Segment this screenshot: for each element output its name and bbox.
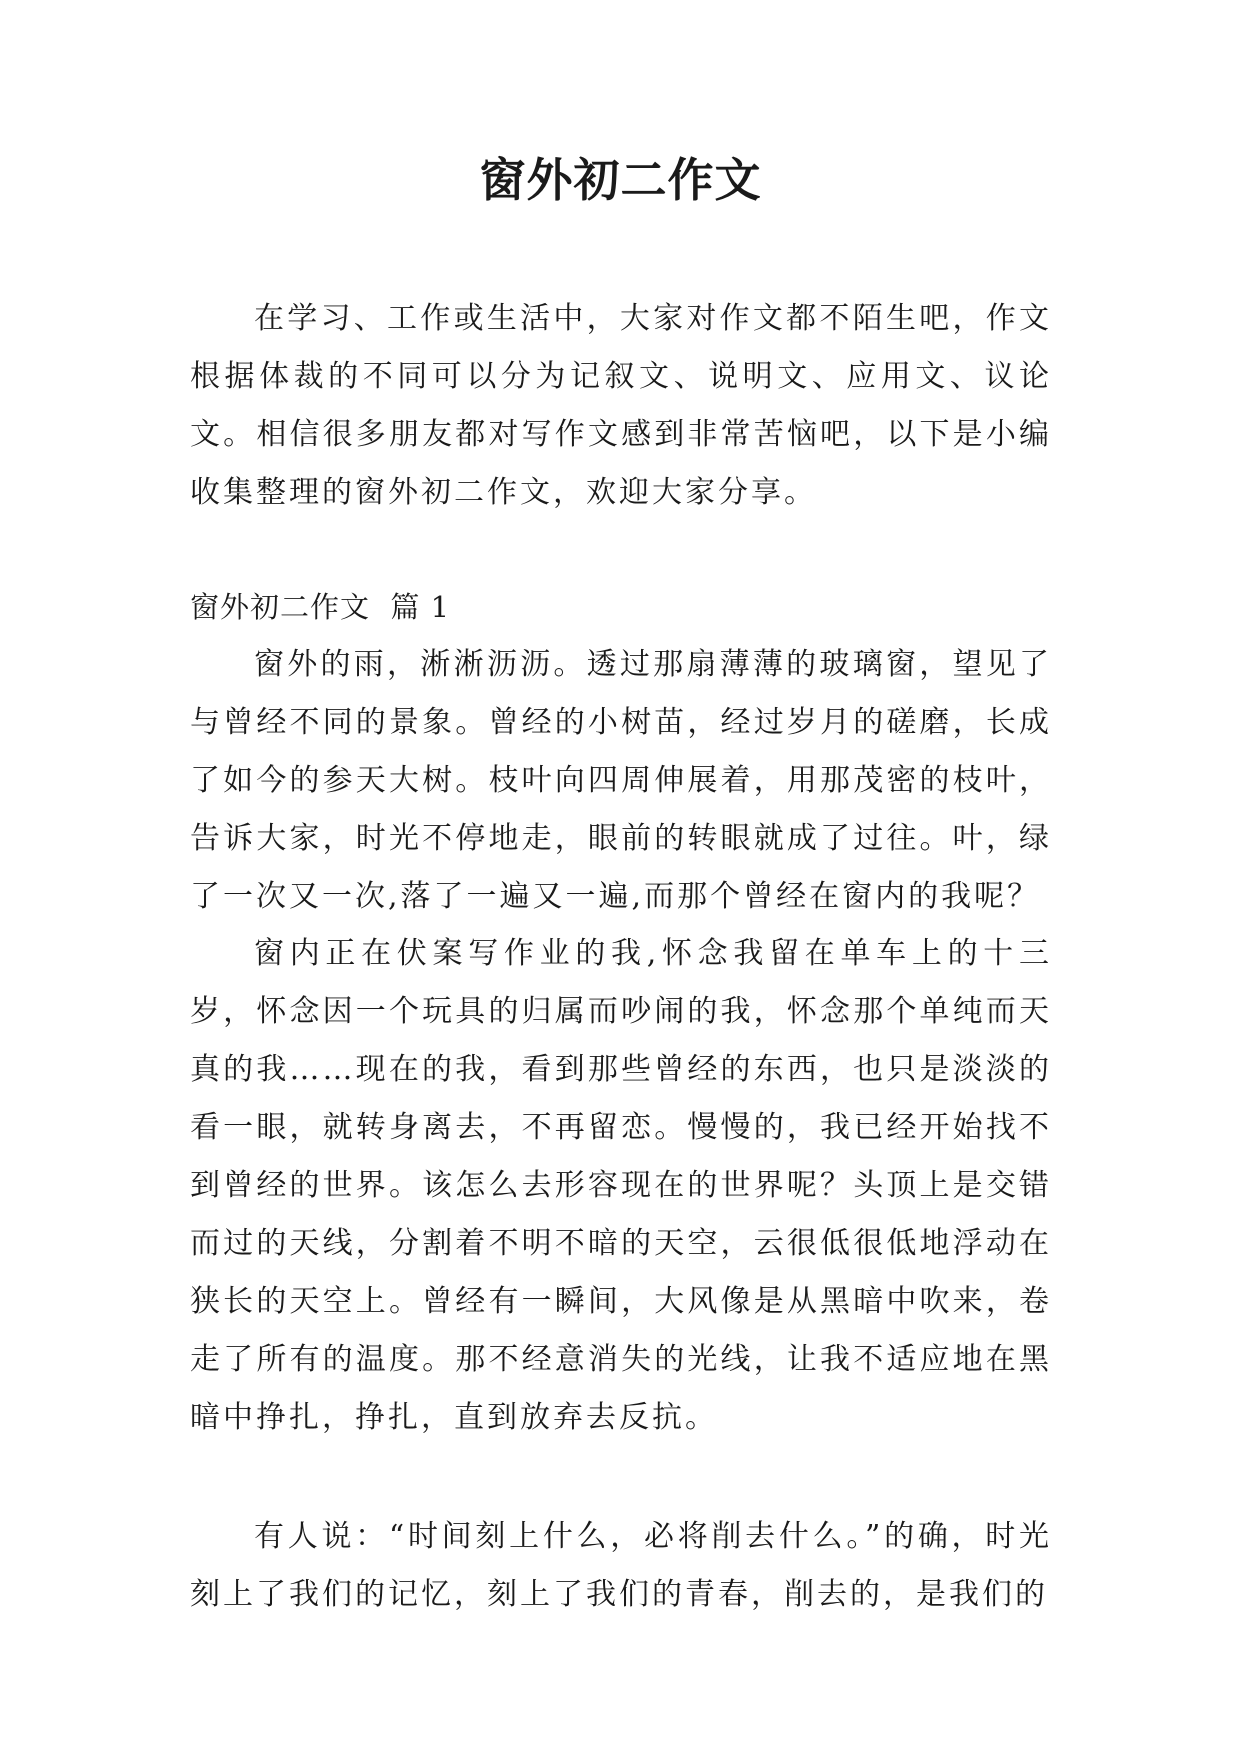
body-paragraph-3: 有人说：“时间刻上什么，必将削去什么。”的确，时光刻上了我们的记忆，刻上了我们的青春，削去的，是我们的 <box>190 1519 1052 1612</box>
document-title: 窗外初二作文 <box>479 153 762 207</box>
intro-paragraph: 在学习、工作或生活中，大家对作文都不陌生吧，作文根据体裁的不同可以分为记叙文、说明文、应用文、议论文。相信很多朋友都对写作文感到非常苦恼吧，以下是小编收集整理的窗外初二作文，欢迎大家分享。 <box>190 301 1052 510</box>
body-paragraph-2: 窗内正在伏案写作业的我,怀念我留在单车上的十三岁，怀念因一个玩具的归属而吵闹的我，怀念那个单纯而天真的我……现在的我，看到那些曾经的东西，也只是淡淡的看一眼，就转身离去，不再留恋。慢慢的，我已经开始找不到曾经的世界。该怎么去形容现在的世界呢？头顶上是交错而过的天线，分割着不明不暗的天空，云很低很低地浮动在狭长的天空上。曾经有一瞬间，大风像是从黑暗中吹来，卷走了所有的温度。那不经意消失的光线，让我不适应地在黑暗中挣扎，挣扎，直到放弃去反抗。 <box>190 936 1052 1435</box>
section-heading: 窗外初二作文 篇 1 <box>190 590 451 624</box>
body-paragraph-1: 窗外的雨，淅淅沥沥。透过那扇薄薄的玻璃窗，望见了与曾经不同的景象。曾经的小树苗，经过岁月的磋磨，长成了如今的参天大树。枝叶向四周伸展着，用那茂密的枝叶，告诉大家，时光不停地走，眼前的转眼就成了过往。叶，绿了一次又一次,落了一遍又一遍,而那个曾经在窗内的我呢？ <box>190 647 1052 914</box>
